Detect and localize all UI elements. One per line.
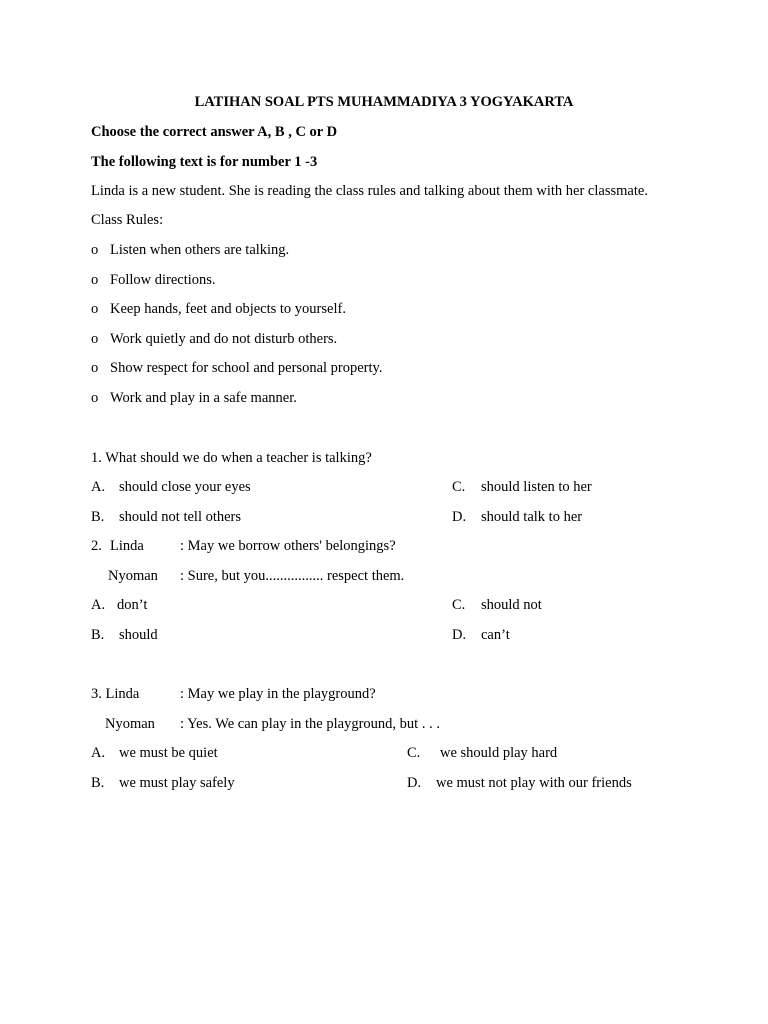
bullet-icon: o bbox=[91, 301, 99, 317]
option-text: we must be quiet bbox=[119, 745, 218, 761]
dialogue-text: : May we borrow others' belongings? bbox=[180, 538, 396, 554]
page-title: LATIHAN SOAL PTS MUHAMMADIYA 3 YOGYAKARTA bbox=[194, 94, 574, 110]
rule-text: Follow directions. bbox=[110, 272, 216, 288]
rule-text: Work and play in a safe manner. bbox=[110, 390, 297, 406]
speaker-name: Nyoman bbox=[105, 716, 155, 732]
rule-text: Keep hands, feet and objects to yourself. bbox=[110, 301, 346, 317]
option-label: B. bbox=[91, 627, 105, 643]
option-text: should not tell others bbox=[119, 509, 242, 525]
option-label: D. bbox=[407, 775, 422, 791]
speaker-name: Nyoman bbox=[108, 568, 158, 584]
option-label: A. bbox=[91, 479, 106, 495]
dialogue-text: : May we play in the playground? bbox=[180, 686, 376, 702]
rule-text: Work quietly and do not disturb others. bbox=[110, 331, 338, 347]
option-text: should close your eyes bbox=[119, 479, 251, 495]
bullet-icon: o bbox=[91, 272, 99, 288]
option-label: C. bbox=[452, 597, 466, 613]
speaker-name: Linda bbox=[110, 538, 144, 554]
option-text: we should play hard bbox=[440, 745, 558, 761]
dialogue-text: : Yes. We can play in the playground, but . . . bbox=[180, 716, 440, 732]
bullet-icon: o bbox=[91, 331, 99, 347]
rule-text: Show respect for school and personal property. bbox=[110, 360, 383, 376]
option-text: should not bbox=[481, 597, 542, 613]
option-label: A. bbox=[91, 745, 106, 761]
option-label: D. bbox=[452, 509, 467, 525]
bullet-icon: o bbox=[91, 390, 99, 406]
option-label: B. bbox=[91, 509, 105, 525]
dialogue-text: : Sure, but you................ respect them. bbox=[180, 568, 405, 584]
section-heading: The following text is for number 1 -3 bbox=[91, 154, 318, 170]
option-text: don’t bbox=[117, 597, 148, 613]
intro-text: Linda is a new student. She is reading the class rules and talking about them with her classmate. bbox=[91, 183, 648, 199]
option-label: C. bbox=[407, 745, 421, 761]
rule-text: Listen when others are talking. bbox=[110, 242, 290, 258]
option-label: B. bbox=[91, 775, 105, 791]
option-text: we must not play with our friends bbox=[436, 775, 632, 791]
bullet-icon: o bbox=[91, 360, 99, 376]
speaker-name: 3. Linda bbox=[91, 686, 140, 702]
option-text: can’t bbox=[481, 627, 510, 643]
option-text: should talk to her bbox=[481, 509, 583, 525]
question-1: 1. What should we do when a teacher is talking? bbox=[91, 450, 372, 466]
option-label: A. bbox=[91, 597, 106, 613]
rules-title: Class Rules: bbox=[91, 212, 164, 228]
bullet-icon: o bbox=[91, 242, 99, 258]
option-text: should bbox=[119, 627, 158, 643]
question-number: 2. bbox=[91, 538, 102, 554]
option-text: we must play safely bbox=[119, 775, 235, 791]
option-label: D. bbox=[452, 627, 467, 643]
option-label: C. bbox=[452, 479, 466, 495]
instruction: Choose the correct answer A, B , C or D bbox=[91, 124, 338, 140]
option-text: should listen to her bbox=[481, 479, 592, 495]
